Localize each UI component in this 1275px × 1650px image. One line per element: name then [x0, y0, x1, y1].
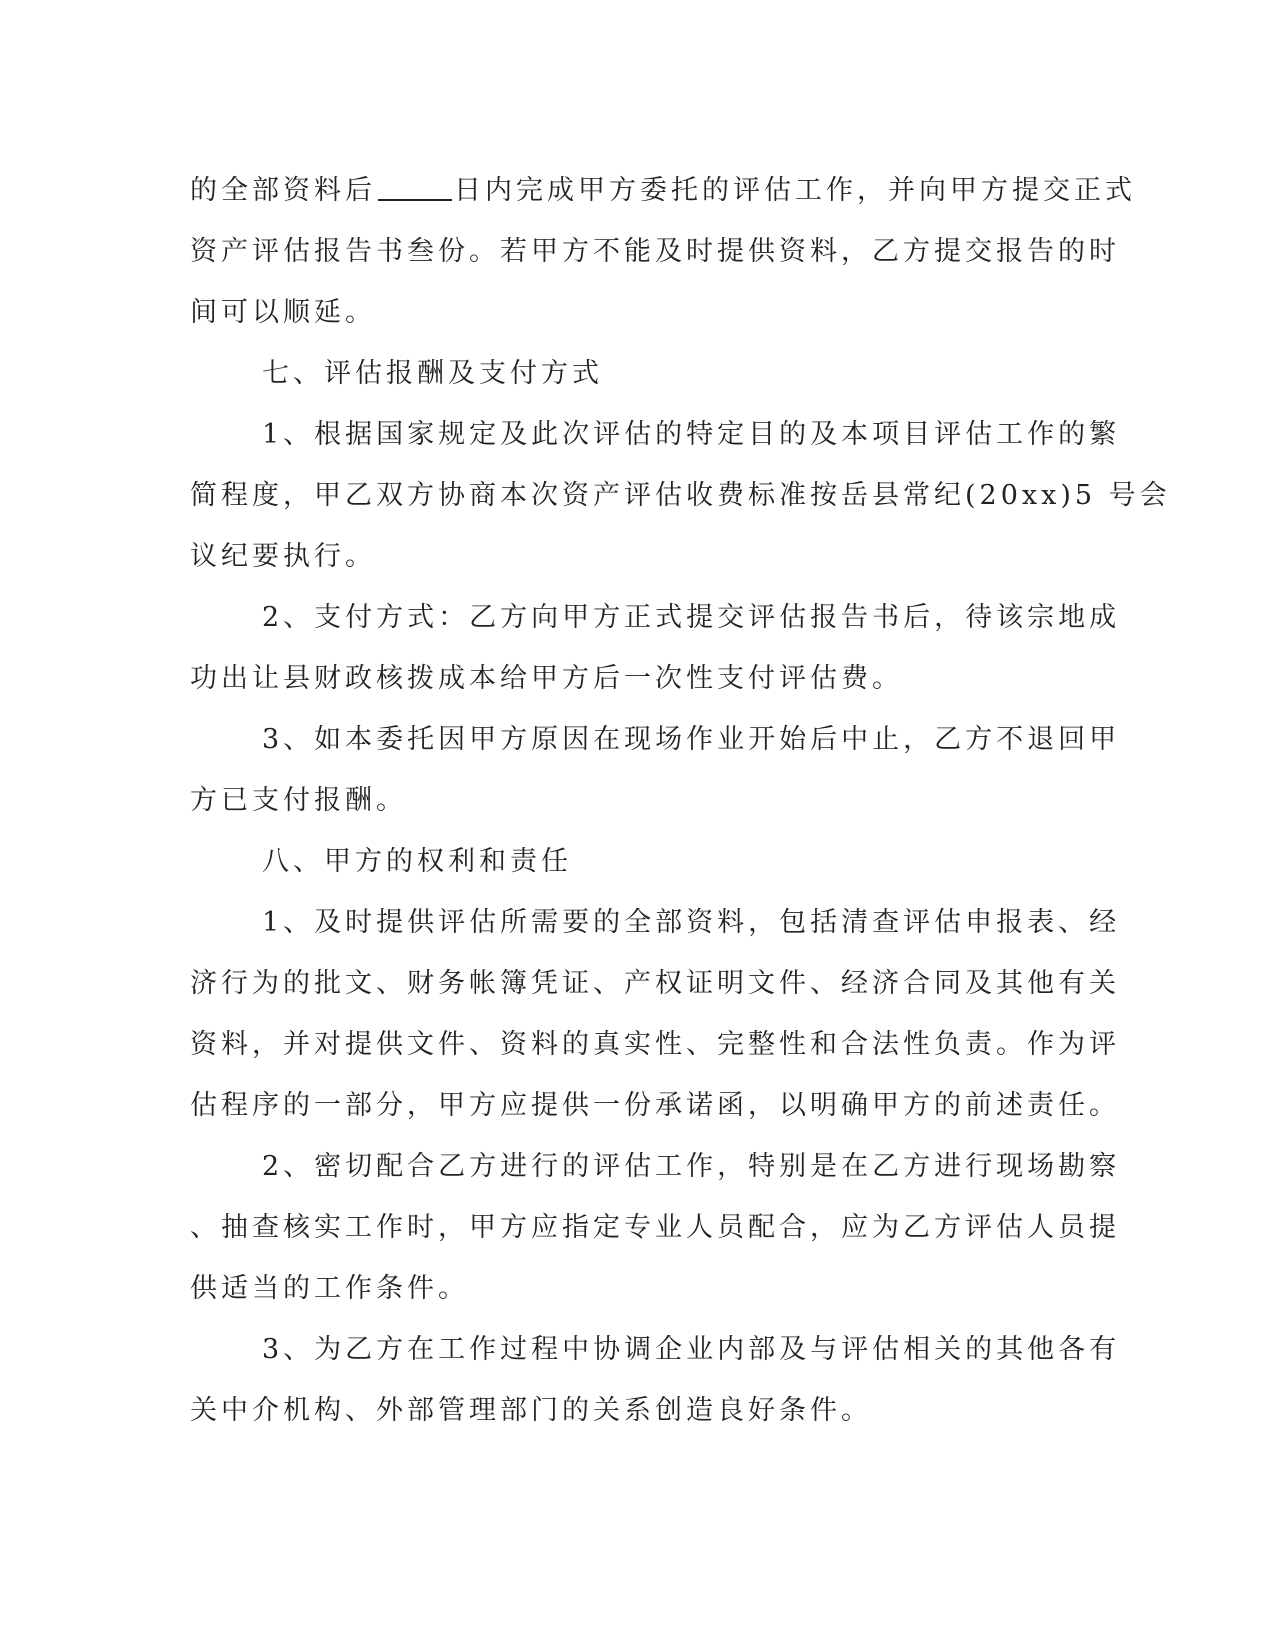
text-line: 资料，并对提供文件、资料的真实性、完整性和合法性负责。作为评: [190, 1029, 1120, 1060]
text-fragment: 日内完成甲方委托的评估工作，并向甲方提交正式: [454, 175, 1136, 206]
text-line: 济行为的批文、财务帐簿凭证、产权证明文件、经济合同及其他有关: [190, 968, 1120, 999]
text-line: 资产评估报告书叁份。若甲方不能及时提供资料，乙方提交报告的时: [190, 236, 1120, 267]
section-heading: 八、甲方的权利和责任: [262, 846, 572, 877]
text-line: 3、为乙方在工作过程中协调企业内部及与评估相关的其他各有: [262, 1334, 1121, 1365]
text-line: 1、及时提供评估所需要的全部资料，包括清查评估申报表、经: [262, 907, 1121, 938]
text-line: 2、支付方式：乙方向甲方正式提交评估报告书后，待该宗地成: [262, 602, 1121, 633]
text-line: 功出让县财政核拨成本给甲方后一次性支付评估费。: [190, 663, 903, 694]
text-line: 关中介机构、外部管理部门的关系创造良好条件。: [190, 1395, 872, 1426]
fill-in-blank: [378, 169, 452, 201]
text-line: 方已支付报酬。: [190, 785, 407, 816]
text-line: 供适当的工作条件。: [190, 1273, 469, 1304]
text-line: 1、根据国家规定及此次评估的特定目的及本项目评估工作的繁: [262, 419, 1121, 450]
text-line: 2、密切配合乙方进行的评估工作，特别是在乙方进行现场勘察: [262, 1151, 1121, 1182]
text-line: [190, 160, 1136, 221]
text-line: 3、如本委托因甲方原因在现场作业开始后中止，乙方不退回甲: [262, 724, 1121, 755]
text-line: 估程序的一部分，甲方应提供一份承诺函，以明确甲方的前述责任。: [190, 1090, 1120, 1121]
document-body: [190, 160, 1171, 1441]
section-heading: 七、评估报酬及支付方式: [262, 358, 603, 389]
text-line: 简程度，甲乙双方协商本次资产评估收费标准按岳县常纪(20xx)5 号会: [190, 480, 1171, 511]
text-line: 间可以顺延。: [190, 297, 376, 328]
text-line: 议纪要执行。: [190, 541, 376, 572]
text-line: 、抽查核实工作时，甲方应指定专业人员配合，应为乙方评估人员提: [190, 1212, 1120, 1243]
text-fragment: 的全部资料后: [190, 175, 376, 206]
